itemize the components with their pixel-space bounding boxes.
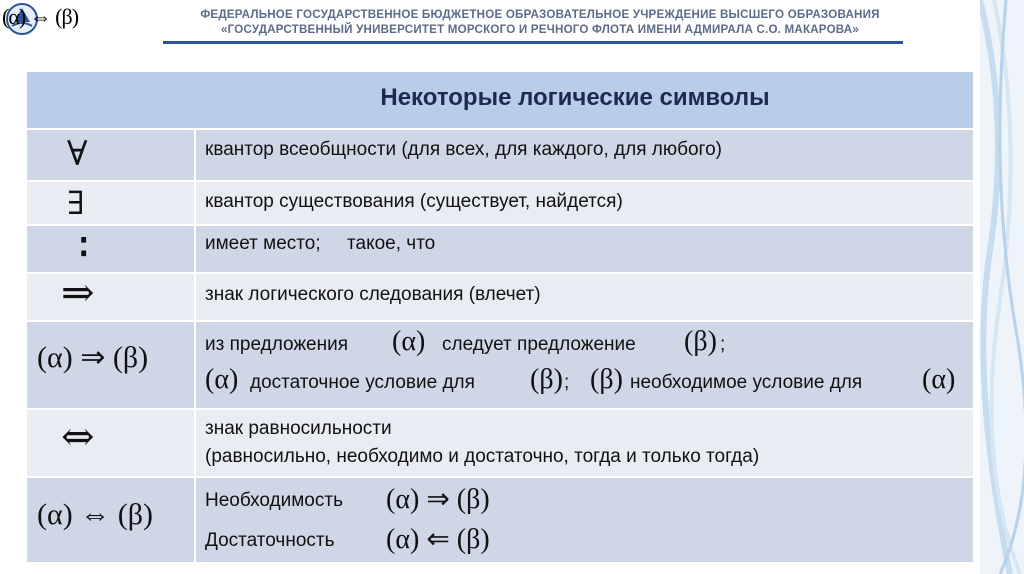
row-text: (равносильно, необходимо и достаточно, тогда и только тогда): [205, 446, 760, 467]
logic-symbols-table: [27, 72, 973, 562]
row-text: квантор существования (существует, найдется): [205, 191, 623, 212]
equivalence-symbol: ⇔: [61, 414, 95, 460]
forall-symbol: ∀: [67, 134, 88, 174]
row-text: следует предложение: [442, 334, 636, 355]
symbol-cell: [27, 270, 196, 320]
table-row: [27, 408, 973, 476]
institution-header: [150, 7, 930, 37]
symbol-cell: [27, 322, 196, 408]
row-text: квантор всеобщности (для всех, для каждого, для любого): [205, 139, 722, 160]
symbol-cell: [27, 182, 196, 224]
table-title: Некоторые логические символы: [380, 84, 770, 111]
header-line-2: «ГОСУДАРСТВЕННЫЙ УНИВЕРСИТЕТ МОРСКОГО И РЕЧНОГО ФЛОТА ИМЕНИ АДМИРАЛА С.О. МАКАРОВА»: [220, 23, 860, 36]
symbol-cell: [27, 226, 196, 272]
table-row: [27, 272, 973, 320]
necessity-label: Необходимость: [205, 490, 343, 511]
row-text: из предложения: [205, 334, 349, 355]
row-text: необходимое условие для: [630, 372, 863, 393]
header-divider: [163, 41, 903, 44]
table-row: [27, 224, 973, 272]
equivalence-formula: (α) ⇔ (β): [37, 498, 153, 531]
description-cell: [196, 182, 973, 224]
beta-formula: (β): [530, 364, 563, 395]
row-text: достаточное условие для: [250, 372, 475, 393]
description-cell: [196, 130, 973, 180]
symbol-cell: [27, 410, 196, 476]
exists-symbol: ∃: [67, 184, 85, 222]
beta-formula: (β): [590, 364, 623, 395]
description-cell: [196, 274, 973, 320]
row-text: ;: [564, 372, 570, 393]
symbol-cell: [27, 478, 196, 562]
decorative-wave: [980, 0, 1024, 574]
beta-formula: (β): [684, 326, 717, 357]
symbol-cell: [27, 130, 196, 180]
implication-formula: (α) ⇒ (β): [37, 341, 149, 374]
row-text: имеет место; такое, что: [205, 233, 436, 254]
alpha-formula: (α): [392, 326, 426, 357]
description-cell: [196, 226, 973, 272]
sufficiency-label: Достаточность: [205, 530, 335, 551]
table-header-row: [27, 72, 973, 128]
table-row: [27, 180, 973, 224]
row-text: знак равносильности: [205, 418, 392, 439]
table-row: [27, 128, 973, 180]
such-that-symbol: ∶: [79, 226, 89, 268]
implies-symbol: ⇒: [61, 270, 95, 316]
description-cell: [196, 478, 973, 562]
table-row: [27, 476, 973, 562]
description-cell: [196, 410, 973, 476]
sufficiency-formula: (α) ⇐ (β): [386, 524, 490, 555]
description-cell: [196, 322, 973, 408]
corner-formula: (α) ⇔ (β): [2, 4, 79, 29]
row-text: знак логического следования (влечет): [205, 284, 541, 305]
necessity-formula: (α) ⇒ (β): [386, 484, 490, 515]
alpha-formula: (α): [205, 364, 239, 395]
header-line-1: ФЕДЕРАЛЬНОЕ ГОСУДАРСТВЕННОЕ БЮДЖЕТНОЕ ОБРАЗОВАТЕЛЬНОЕ УЧРЕЖДЕНИЕ ВЫСШЕГО ОБРАЗОВАНИЯ: [200, 8, 880, 21]
row-text: ;: [720, 334, 726, 355]
alpha-formula: (α): [922, 364, 956, 395]
table-row: [27, 320, 973, 408]
